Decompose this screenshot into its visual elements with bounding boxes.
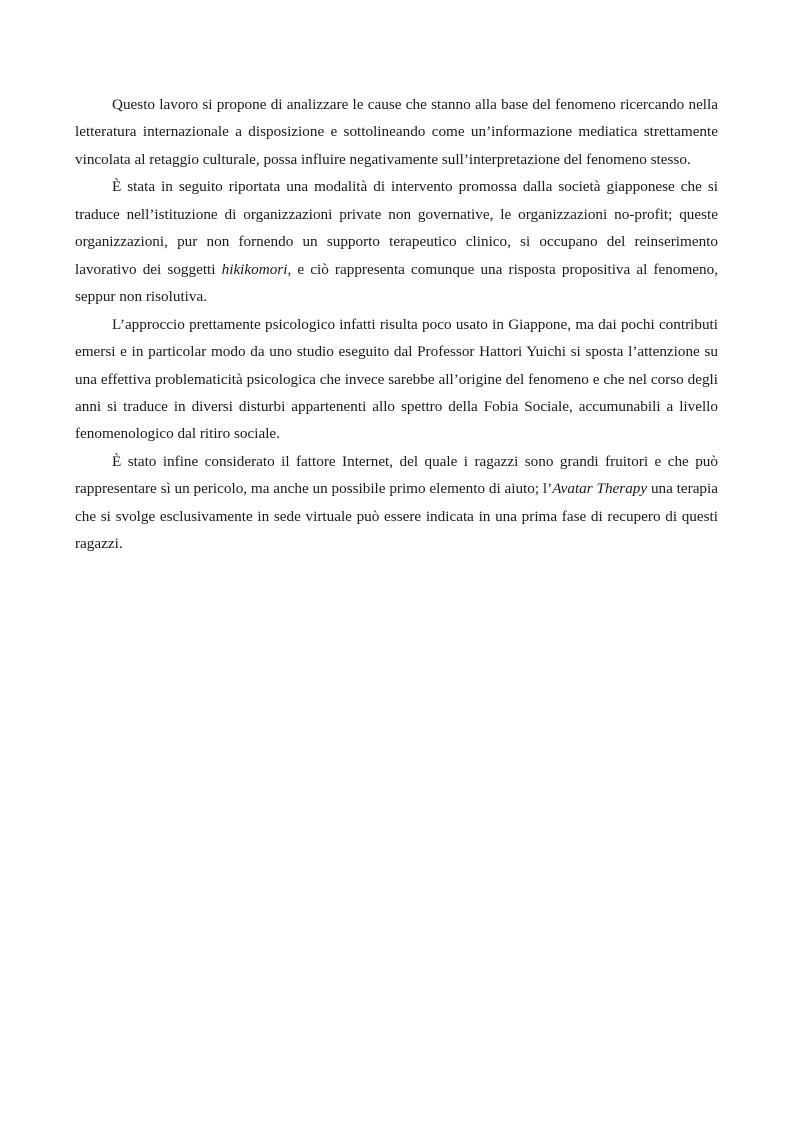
paragraph-text: L’approccio prettamente psicologico infatti risulta poco usato in Giappone, ma dai pochi contributi emersi e in particolar modo da uno studio eseguito dal Professor Hattori Yuichi si sposta l’attenzione su una effettiva problematicità psicologica che invece sarebbe all’origine del fenomeno e che nel corso degli anni si traduce in diversi disturbi appartenenti allo spettro della Fobia Sociale, accumunabili a livello fenomenologico dal ritiro sociale. [75,315,718,443]
paragraph-text: È stato infine considerato il fattore Internet, del quale i ragazzi sono grandi fruitori e che può rappresentare sì un pericolo, ma anche un possibile primo elemento di aiuto; l’ [75,452,718,498]
paragraph-text: È stata in seguito riportata una modalità di intervento promossa dalla società giapponese che si traduce nell’istituzione di organizzazioni private non governative, le organizzazioni no-profit; queste organizzazioni, pur non fornendo un supporto terapeutico clinico, si occupano del reinserimento lavorativo dei soggetti [75,178,718,278]
paragraph-text: Questo lavoro si propone di analizzare le cause che stanno alla base del fenomeno ricercando nella letteratura internazionale a disposizione e sottolineando come un’informazione mediatica strettamente vincolata al retaggio culturale, possa influire negativamente sull’interpretazione del fenomeno stesso. [75,96,718,168]
paragraph-nonprofit-intervention [75,173,718,310]
italic-term-avatar-therapy: Avatar Therapy [552,480,648,498]
paragraph-internet-factor [75,448,718,558]
paragraph-text: una terapia che si svolge esclusivamente in sede virtuale può essere indicata in una prima fase di recupero di questi ragazzi. [75,480,718,553]
paragraph-causes [75,91,718,173]
body-text [75,91,718,558]
paragraph-psychological-approach [75,311,718,448]
paragraph-text: , e ciò rappresenta comunque una risposta propositiva al fenomeno, seppur non risolutiva. [75,260,718,306]
italic-term-hikikomori: hikikomori [221,260,288,278]
